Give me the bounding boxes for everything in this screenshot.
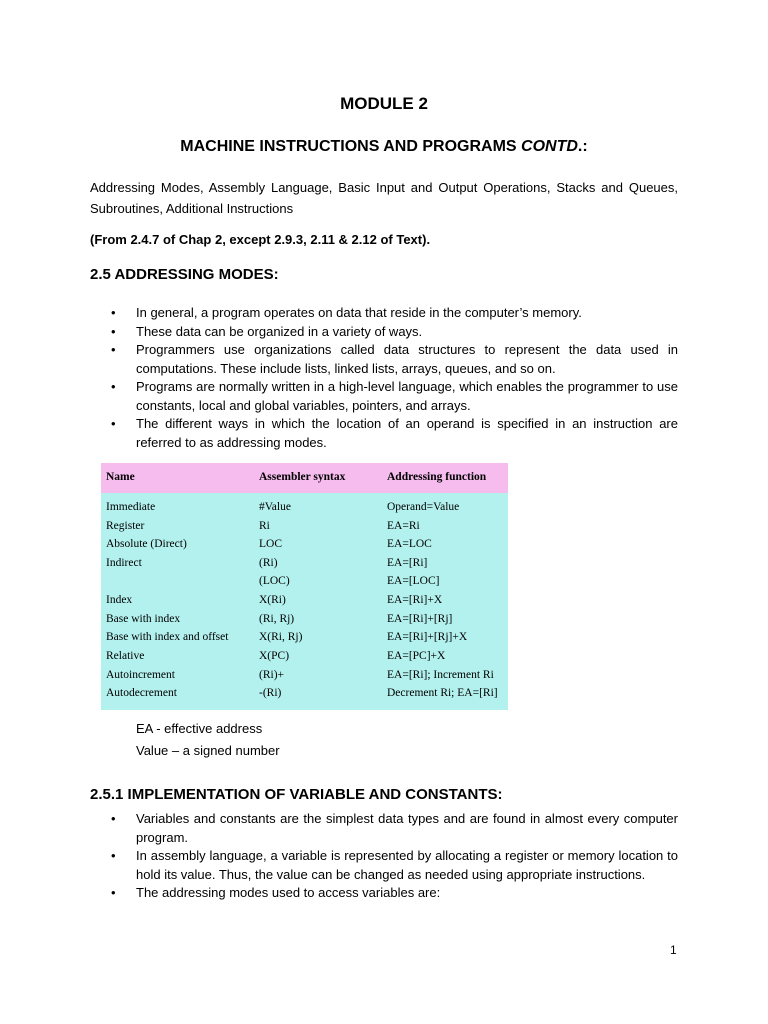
- table-cell: EA=[PC]+X: [387, 650, 446, 662]
- table-row: [101, 631, 508, 649]
- bullet-icon: •: [111, 305, 116, 320]
- bullet-icon: •: [111, 379, 116, 394]
- table-cell: Ri: [259, 519, 270, 532]
- list-item-text: In assembly language, a variable is represented by allocating a register or memory location to hold its value. Thus, the value can be changed as needed using appropriate instructions.: [136, 848, 678, 882]
- topics-paragraph: Addressing Modes, Assembly Language, Basic Input and Output Operations, Stacks and Queues, Subroutines, Additional Instructions: [90, 180, 678, 216]
- table-cell: Relative: [106, 650, 145, 662]
- table-cell: Autodecrement: [106, 687, 177, 699]
- list-item-text: Programs are normally written in a high-level language, which enables the programmer to use constants, local and global variables, pointers, and arrays.: [136, 379, 678, 413]
- table-header: [101, 463, 508, 493]
- addressing-modes-list: [90, 304, 678, 452]
- table-cell: EA=[Ri]+[Rj]+X: [387, 631, 468, 643]
- list-item: [90, 323, 678, 342]
- table-row: [101, 594, 508, 612]
- subtitle-end: .:: [577, 138, 588, 155]
- table-cell: X(Ri, Rj): [259, 631, 303, 643]
- bullet-icon: •: [111, 811, 116, 826]
- table-cell: EA=[Ri]+[Rj]: [387, 612, 453, 625]
- list-item: [90, 378, 678, 415]
- section-heading-variables-constants: 2.5.1 IMPLEMENTATION OF VARIABLE AND CONSTANTS:: [90, 786, 503, 803]
- list-item: [90, 304, 678, 323]
- table-cell: EA=[Ri]; Increment Ri: [387, 668, 494, 681]
- table-row: [101, 520, 508, 538]
- table-cell: EA=Ri: [387, 519, 420, 532]
- table-cell: Index: [106, 594, 133, 606]
- list-item-text: These data can be organized in a variety of ways.: [136, 323, 423, 339]
- list-item-text: The addressing modes used to access variables are:: [136, 885, 441, 900]
- table-cell: (Ri)+: [259, 668, 285, 681]
- addressing-modes-table: [101, 463, 508, 710]
- table-cell: Base with index: [106, 612, 181, 625]
- table-cell: Register: [106, 519, 145, 532]
- table-cell: -(Ri): [259, 687, 282, 699]
- table-row: [101, 613, 508, 631]
- variables-constants-list: [90, 810, 678, 903]
- page-number: 1: [670, 943, 677, 957]
- table-cell: Immediate: [106, 501, 156, 513]
- list-item-text: Programmers use organizations called data structures to represent the data used in computations. These include lists, linked lists, arrays, queues, and so on.: [136, 342, 678, 376]
- table-cell: X(PC): [259, 650, 290, 662]
- chapter-subtitle: [0, 138, 768, 156]
- table-row: [101, 650, 508, 668]
- table-cell: X(Ri): [259, 594, 286, 606]
- table-cell: #Value: [259, 501, 291, 513]
- table-row: [101, 557, 508, 575]
- table-cell: (Ri, Rj): [259, 612, 295, 625]
- table-row: [101, 501, 508, 519]
- table-cell: EA=[Ri]+X: [387, 594, 443, 606]
- section-heading-addressing-modes: 2.5 ADDRESSING MODES:: [90, 266, 279, 283]
- bullet-icon: •: [111, 848, 116, 863]
- bullet-icon: •: [111, 342, 116, 357]
- bullet-icon: •: [111, 885, 116, 900]
- table-note-value: Value – a signed number: [136, 743, 280, 758]
- list-item-text: In general, a program operates on data that reside in the computer’s memory.: [136, 305, 582, 320]
- table-cell: Operand=Value: [387, 501, 460, 513]
- table-cell: (LOC): [259, 575, 290, 587]
- table-cell: Autoincrement: [106, 668, 175, 681]
- table-header-syntax: Assembler syntax: [259, 471, 346, 483]
- table-cell: LOC: [259, 538, 282, 550]
- table-cell: Base with index and offset: [106, 631, 229, 643]
- table-row: [101, 575, 508, 593]
- table-row: [101, 687, 508, 705]
- bullet-icon: •: [111, 416, 116, 431]
- table-row: [101, 538, 508, 556]
- list-item: [90, 884, 678, 903]
- subtitle-main: MACHINE INSTRUCTIONS AND PROGRAMS: [180, 138, 522, 155]
- table-cell: Indirect: [106, 556, 142, 569]
- table-cell: EA=LOC: [387, 538, 432, 550]
- list-item-text: The different ways in which the location of an operand is specified in an instruction are referred to as addressing modes.: [136, 416, 678, 450]
- table-header-function: Addressing function: [387, 471, 487, 483]
- list-item: [90, 415, 678, 452]
- list-item: [90, 810, 678, 847]
- bullet-icon: •: [111, 323, 116, 339]
- table-cell: EA=[LOC]: [387, 575, 440, 587]
- table-cell: EA=[Ri]: [387, 556, 428, 569]
- list-item-text: Variables and constants are the simplest data types and are found in almost every computer program.: [136, 811, 678, 845]
- table-cell: Decrement Ri; EA=[Ri]: [387, 687, 498, 699]
- table-cell: (Ri): [259, 556, 278, 569]
- list-item: [90, 341, 678, 378]
- table-note-ea: EA - effective address: [136, 721, 263, 736]
- table-header-name: Name: [106, 471, 135, 483]
- source-note: (From 2.4.7 of Chap 2, except 2.9.3, 2.11 & 2.12 of Text).: [90, 232, 431, 247]
- list-item: [90, 847, 678, 884]
- table-row: [101, 669, 508, 687]
- table-cell: Absolute (Direct): [106, 538, 187, 550]
- subtitle-italic: CONTD: [521, 138, 578, 155]
- module-title: MODULE 2: [340, 94, 428, 113]
